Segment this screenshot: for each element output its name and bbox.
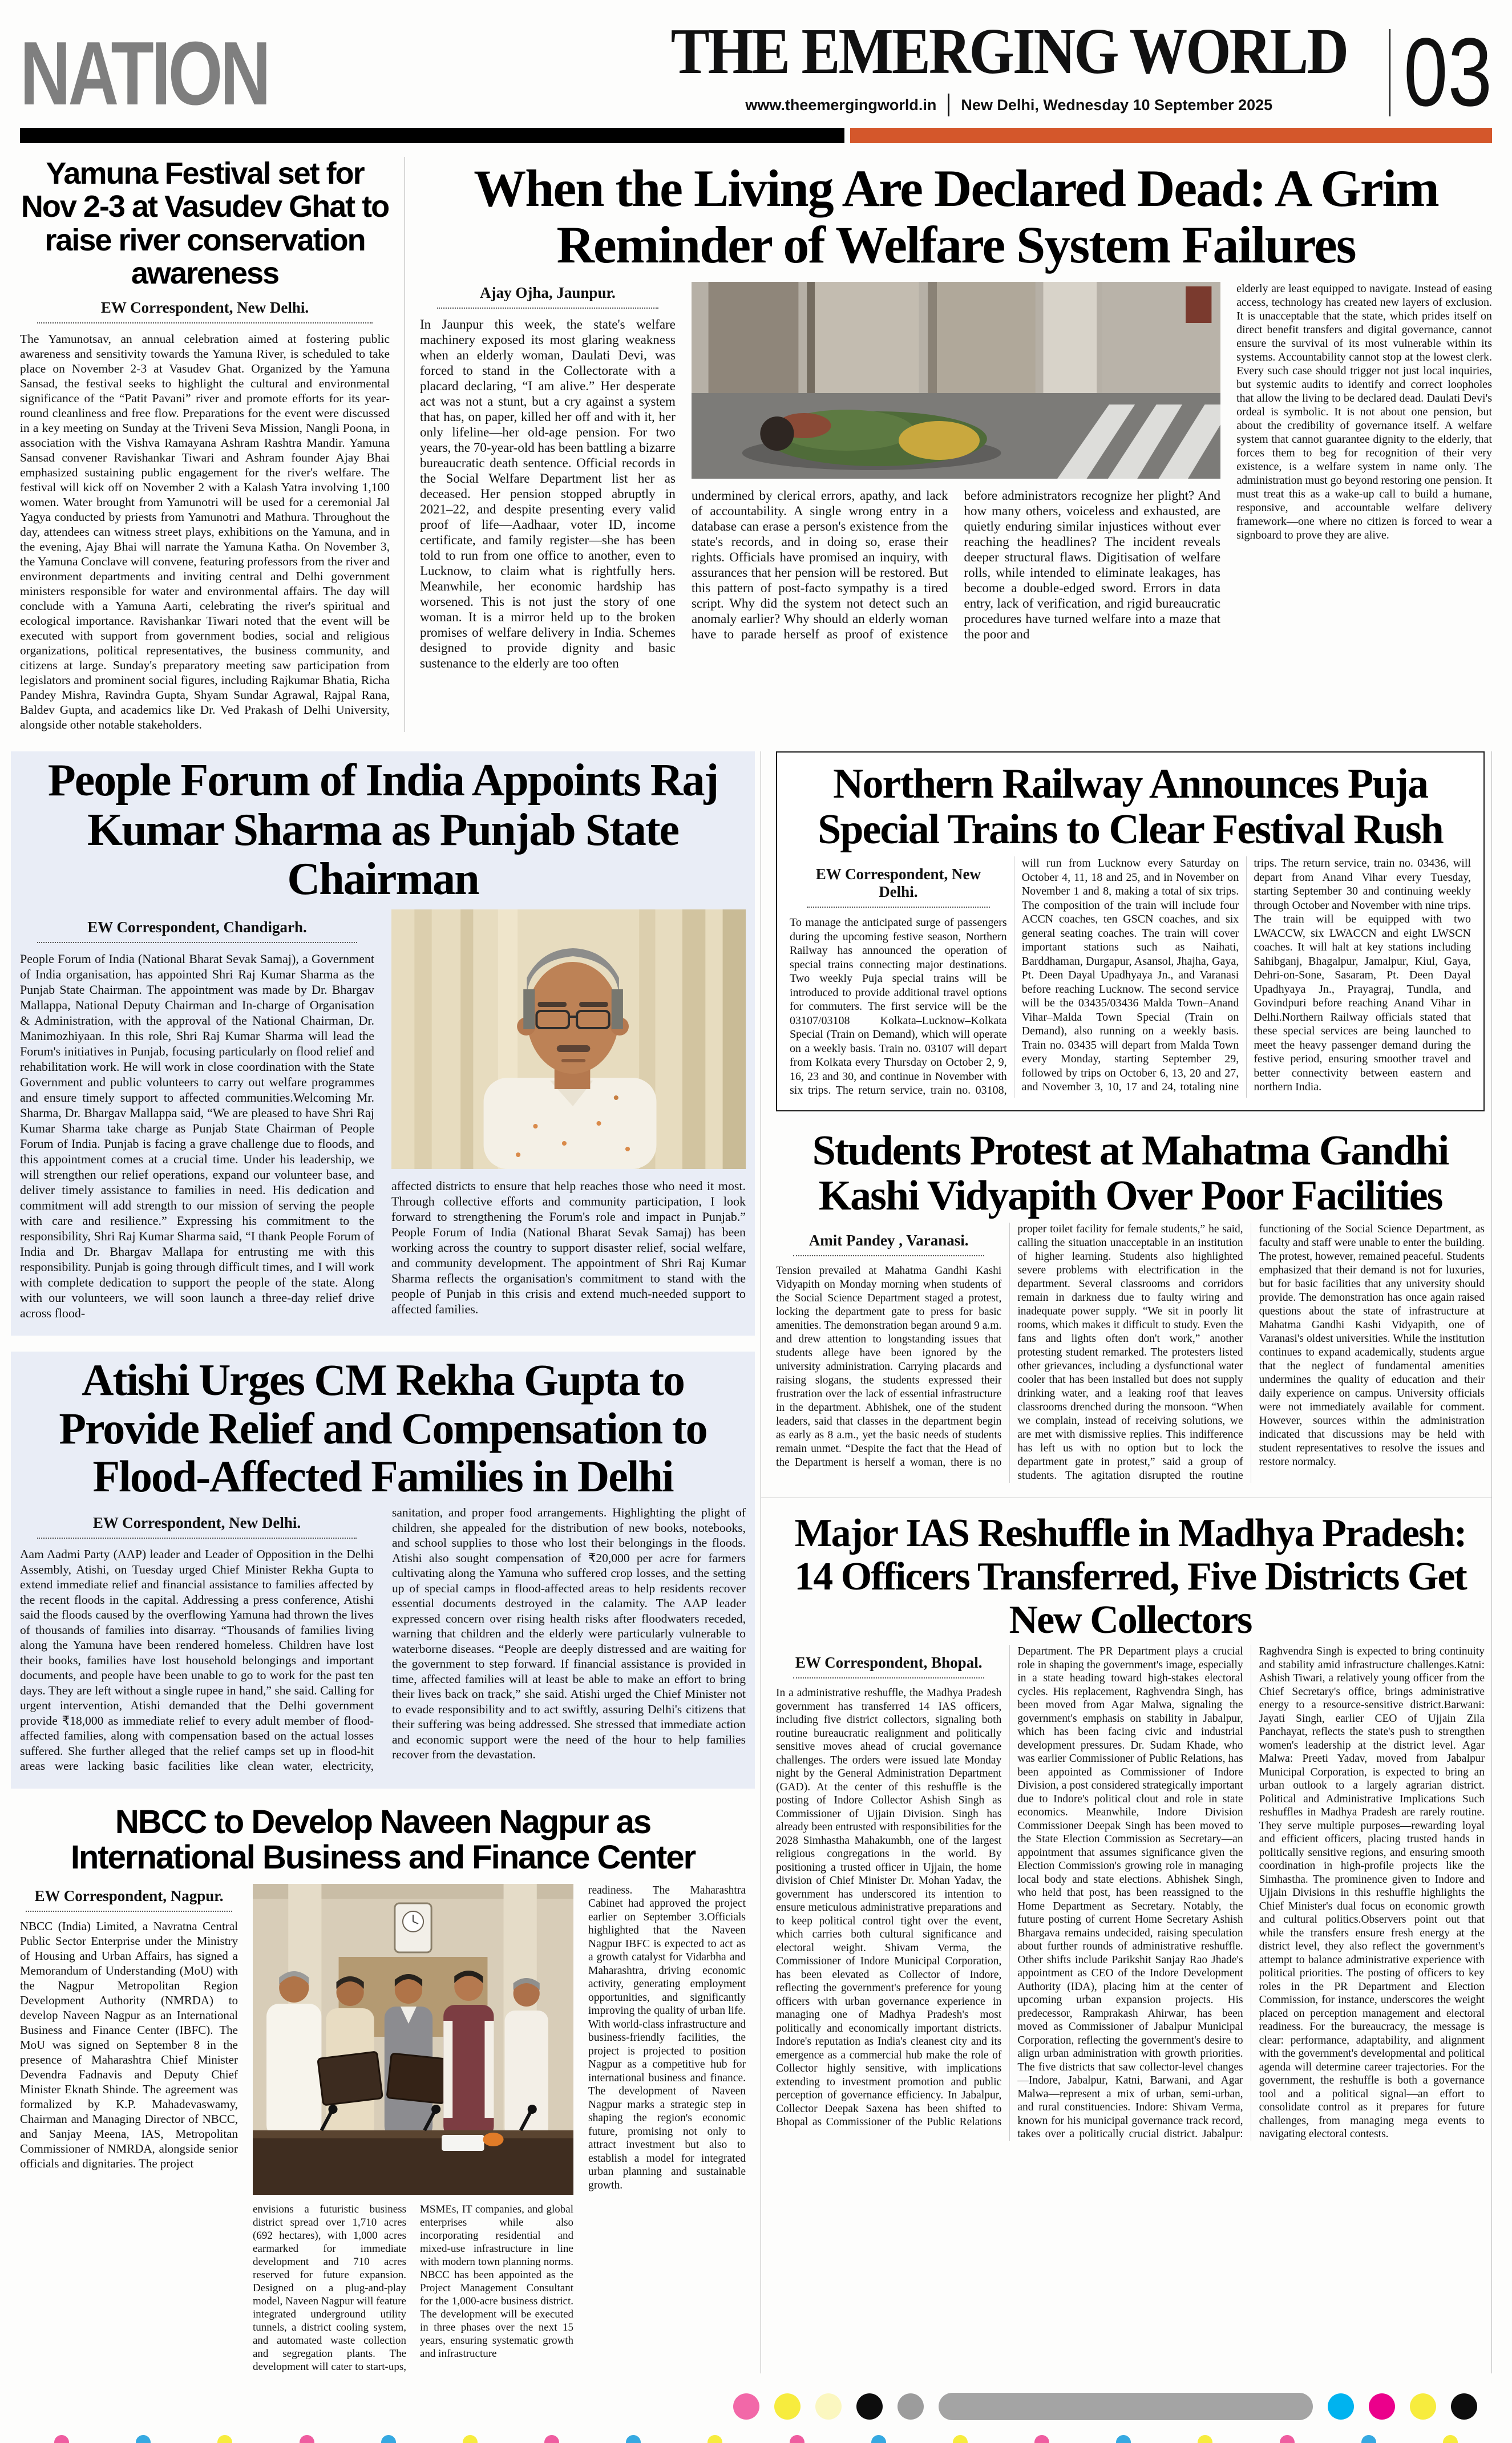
registration-dot-black [856,2393,883,2420]
print-dot [1443,2435,1458,2443]
welfare-photo-graphic [692,282,1220,479]
nbcc-col1-text: NBCC (India) Limited, a Navratna Central Public Sector Enterprise under the Ministry of Housing and Urban Affairs, has signed a Memorandum of Understanding (MoU) with the Nagpur Metropolitan Region Development Authority (NMRDA) to develop Naveen Nagpur as an International Business and Finance Center (IBFC). The MoU was signed on September 8 in the presence of Maharashtra Chief Minister Devendra Fadnavis and Deputy Chief Minister Eknath Shinde. The agreement was formalized by K.P. Mahadevaswamy, Chairman and Managing Director of NBCC, and Sanjay Meena, IAS, Metropolitan Commissioner of NMRDA, alongside senior officials and dignitaries. The project [20,1919,238,2170]
article-people-forum [11,751,755,1336]
ias-headline: Major IAS Reshuffle in Madhya Pradesh: 14 Officers Transferred, Five Districts Get New Collectors [794,1511,1466,1642]
nbcc-photo-graphic [253,1884,573,2195]
welfare-byline: Ajay Ojha, Jaunpur. [437,284,658,309]
registration-dot-magenta [1369,2393,1395,2420]
welfare-column-1 [420,282,676,671]
page-footer [20,2393,1492,2443]
page-number: 03 [1389,29,1492,116]
portrait-photo-graphic [391,909,746,1169]
welfare-col3-text: of existence before administrators recognize her plight? And how many others, voiceless and exhausted, are quietly enduring similar injustices without ever reaching the headlines? The incident reveals deeper structural flaws. Digitisation of welfare rolls, while intended to eliminate leakages, has become a double-edged sword. Errors in data entry, lack of verification, and rigid bureaucratic procedures have turned welfare into a maze that the poor and [880,488,1221,641]
subline-divider [948,94,949,116]
divider-bar-orange [850,128,1492,143]
nbcc-col4-text: readiness. The Maharashtra Cabinet had approved the project earlier on September 3.Officials highlighted that the Naveen Nagpur IBFC is expected to act as a growth catalyst for Vidarbha and Maharashtra, driving economic activity, generating employment opportunities, and significantly improving the quality of urban life. With world-class infrastructure and business-friendly facilities, the project is projected to position Nagpur as a competitive hub for international business and finance. The development of Naveen Nagpur marks a strategic step in shaping the region's economic future, promising not only to attract investment but also to establish a model for integrated urban planning and sustainable growth. [588,1884,746,2191]
people-forum-column-2 [391,909,746,1321]
masthead-block [670,15,1367,116]
divider-bar-black [20,128,844,143]
print-dot [1116,2435,1131,2443]
print-color-dots [20,2435,1492,2443]
people-forum-headline: People Forum of India Appoints Raj Kumar Sharma as Punjab State Chairman [47,755,718,905]
article-nbcc-nagpur [20,1805,746,2373]
print-dot [381,2435,396,2443]
people-forum-byline: EW Correspondent, Chandigarh. [37,919,357,943]
raj-kumar-sharma-portrait-photo [391,909,746,1169]
article-students-protest [776,1129,1485,1483]
welfare-photo [692,282,1220,479]
registration-dot-cyan [1328,2393,1354,2420]
nbcc-byline: EW Correspondent, Nagpur. [26,1887,232,1912]
print-dot [300,2435,314,2443]
website-url: www.theemergingworld.in [745,96,937,114]
print-dot [217,2435,232,2443]
railway-body: To manage the anticipated surge of passengers during the upcoming festive season, Northern Railway has announced the operation of special trains connecting major destinations. Two weekly Puja special trains will be introduced to provide additional travel options for commuters. The first service will be the 03107/03108 Kolkata–Lucknow–Kolkata Special (Train on Demand), which will operate on a weekly basis. Train no. 03107 will depart from Kolkata every Thursday on October 2, 9, 16, 23 and 30, and continue in November with six trips. The return service, train no. 03108, will run from Lucknow every Saturday on October 4, 11, 18 and 25, and in November on November 1 and 8, making a total of six trips. The composition of the train will include four ACCN coaches, ten GSCN coaches, and six general seating coaches. The train will cover important stations such as Naihati, Barddhaman, Durgapur, Asansol, Jhajha, Gaya, Pt. Deen Dayal Upadhyaya Jn., and Varanasi before reaching Lucknow. The second service will be the 03435/03436 Malda Town–Anand Vihar–Malda Town Special (Train on Demand), also running on a weekly basis. Train no. 03435 will depart from Malda Town every Monday, starting September 29, followed by trips on October 6, 13, 20 and 27, and November 3, 10, 17 and 24, totaling nine trips. The return service, train no. 03436, will depart from Anand Vihar every Tuesday, starting September 30 and continuing weekly through October and November with nine trips. The train will be equipped with two LWACCW, six LWACCN and eight LWSCN coaches. It will halt at key stations including Sahibganj, Bhagalpur, Jamalpur, Kiul, Gaya, Dehri-on-Sone, Sasaram, Pt. Deen Dayal Upadhyaya Jn., Prayagraj, Tundla, and Govindpuri before reaching Anand Vihar in Delhi.Northern Railway officials stated that these special services are being launched to meet the heavy passenger demand during the festive period, ensuring smoother travel and better connectivity between eastern and northern India. [790,857,1471,1097]
yamuna-headline: Yamuna Festival set for Nov 2-3 at Vasudev Ghat to raise river conservation awareness [21,156,389,290]
students-headline: Students Protest at Mahatma Gandhi Kashi Vidyapith Over Poor Facilities [812,1127,1449,1220]
print-dot [953,2435,968,2443]
print-dot [626,2435,641,2443]
nbcc-headline: NBCC to Develop Naveen Nagpur as International Business and Finance Center [70,1803,696,1876]
page-header [20,8,1492,127]
welfare-col1-text: In Jaunpur this week, the state's welfare machinery exposed its most glaring weakness when an elderly woman, Daulati Devi, was forced to stand in the Collectorate with a placard declaring, “I am alive.” Her desperate act was not a stunt, but a cry against a system that has, on paper, killed her off and with it, her only lifeline—her old-age pension. For two years, the 70-year-old has been battling a bizarre bureaucratic death sentence. Official records in the Social Welfare Department list her as deceased. Her pension stopped abruptly in 2021–22, and despite presenting every valid proof of life—Aadhaar, voter ID, income certificate, and family register—she has been told to run from one office to another, even to Lucknow, to claim what is rightfully hers. Meanwhile, her economic hardship has worsened. This is not just the story of one woman. It is a mirror held up to the broken promises of welfare delivery in India. Schemes designed to provide dignity and basic sustenance to the elderly are too often [420,317,676,670]
masthead-subline [671,94,1347,116]
registration-dot-gray [898,2393,924,2420]
yamuna-byline: EW Correspondent, New Delhi. [37,299,373,323]
registration-dot-pink [733,2393,759,2420]
print-dot [871,2435,886,2443]
nbcc-middle-text: envisions a futuristic business district spread over 1,710 acres (692 hectares), with 1,000 acres earmarked for immediate development and 710 acres reserved for future expansion. Designed on a plug-and-play model, Naveen Nagpur will feature integrated underground utility tunnels, a district cooling system, and automated waste collection and segregation plants. The development will cater to start-ups, MSMEs, IT companies, and global enterprises while also incorporating residential and mixed-use infrastructure in line with modern town planning norms. NBCC has been appointed as the Project Management Consultant for the 1,000-acre business district. The development will be executed in three phases over the next 15 years, ensuring systematic growth and infrastructure [253,2203,573,2373]
article-ias-reshuffle [776,1512,1485,2141]
registration-bar-long [939,2393,1313,2420]
print-dot [544,2435,559,2443]
people-forum-column-1 [20,909,374,1321]
welfare-headline: When the Living Are Declared Dead: A Grim Reminder of Welfare System Failures [474,159,1438,274]
welfare-mid-text [692,488,1220,642]
masthead-wrap [670,15,1492,127]
welfare-col2-text: undermined by clerical errors, apathy, and lack of accountability. A single wrong entry in a database can erase a person's existence from the state's records, and in doing so, erase their rights. Officials have promised an inquiry, with assurances that her pension will be restored. But this pattern of post-facto sympathy is a tired script. Why did the system not detect such an anomaly earlier? Why should an elderly woman have to parade herself as proof [691,488,948,641]
atishi-byline: EW Correspondent, New Delhi. [37,1514,357,1539]
article-railway-puja-specials [776,751,1485,1111]
section-title: NATION [20,23,269,124]
print-dot [1361,2435,1376,2443]
article-atishi-relief [11,1352,755,1788]
railway-byline: EW Correspondent, New Delhi. [807,865,990,908]
article-welfare-failures [405,157,1492,732]
left-column [20,751,746,2373]
nbcc-column-1 [20,1884,238,2373]
people-forum-col2-text: affected districts to ensure that help reaches those who need it most. Through collective efforts and community participation, I look forward to strengthening the Forum's role and impact in Punjab.” People Forum of India (National Bharat Sevak Samaj) has been working across the country to support disaster relief, social welfare, and community development. The appointment of Shri Raj Kumar Sharma reflects the organisation's commitment to stand with the people of Punjab in this crisis and extend much-needed support to affected families. [391,1179,746,1317]
print-dot [1034,2435,1049,2443]
atishi-body: Aam Aadmi Party (AAP) leader and Leader of Opposition in the Delhi Assembly, Atishi, on Tuesday urged Chief Minister Rekha Gupta to extend immediate relief and financial assistance to families affected by the recent floods in the capital. Addressing a press conference, Atishi said the floods caused by the overflowing Yamuna had thrown the lives of thousands of families into disarray. “Thousands of families living along the Yamuna have been rendered homeless. Children have lost their books, families have lost household belongings and important documents, and people have been unable to go to work for the past ten days. They are left without a single rupee in hand,” she said. Calling for urgent intervention, Atishi demanded that the Delhi government provide ₹18,000 as immediate relief to every adult member of flood-affected families, along with compensation based on the actual losses suffered. She further alleged that the relief camps set up in flood-hit areas were lacking basic facilities like clean water, electricity, sanitation, and proper food arrangements. Highlighting the plight of children, she appealed for the distribution of new books, notebooks, and school supplies to those who lost their belongings in the floods. Atishi also sought compensation of ₹20,000 per acre for farmers cultivating along the Yamuna who suffered crop losses, and the setting up of special camps in flood-affected areas to help residents recover essential documents destroyed in the calamity. The AAP leader expressed concern over rising health risks after floodwaters receded, warning that children and the elderly were particularly vulnerable to waterborne diseases. “People are deeply distressed and are waiting for the government to step forward. If financial assistance is provided in time, affected families will at least be able to make an effort to bring their lives back on track,” she said. Atishi urged the Chief Minister not to evade responsibility and to act swiftly, assuring Delhi's citizens that their suffering was being addressed. She stressed that immediate action and economic support were the need of the hour to help families recover from the devastation. [20,1506,746,1773]
ias-byline: EW Correspondent, Bhopal. [793,1654,984,1678]
print-dot [136,2435,151,2443]
nbcc-column-middle [253,1884,573,2373]
yamuna-body: The Yamunotsav, an annual celebration aimed at fostering public awareness and sensitivity towards the Yamuna River, is scheduled to take place on November 2-3 at Vasudev Ghat. Organized by the Yamuna Sansad, the festival seeks to highlight the cultural and environmental significance of the “Patit Pavani” river and promote efforts for its year-round cleanliness and free flow. Preparations for the event were discussed in a key meeting on Sunday at the Triveni Seva Mission, Nangli Poona, in association with the Vishva Ramayana Ashram Rashtra Mandir. Yamuna Sansad convener Ravishankar Tiwari and Ashram founder Ajay Bhai emphasized sustaining public engagement for the river's welfare. The festival will kick off on November 2 with a Kalash Yatra involving 1,100 women. Water brought from Yamunotri will be used for a ceremonial Jal Yagya conducted by priests from Yamunotri and Mathura. Throughout the day, attendees can witness street plays, exhibitions on the Yamuna, and in the evening, Ajay Bhai will narrate the Yamuna Katha. On November 3, the Yamuna Conclave will convene, featuring professors from the river and environment departments and inviting central and Delhi government ministers responsible for water and environmental affairs. The day will conclude with a Yamuna Aarti, celebrating the river's spiritual and ecological importance. Ravishankar Tiwari noted that the event will be executed with support from government bodies, social and religious organizations, political representatives, the business community, and citizens at large. Sunday's preparatory meeting saw participation from legislators and prominent social figures, including Rajkumar Bhatia, Richa Pandey Mishra, Ravindra Gupta, Shyam Sundar Agrawal, Rajpal Rana, Baldev Gupta, and academics like Dr. Ved Prakash of Delhi University, alongside other notable stakeholders. [20,332,390,732]
print-dot [54,2435,69,2443]
print-dot [790,2435,804,2443]
registration-dot-black-2 [1451,2393,1477,2420]
header-divider-bars [20,128,1492,143]
print-dot [463,2435,478,2443]
print-dot [1198,2435,1212,2443]
students-body: Tension prevailed at Mahatma Gandhi Kashi Vidyapith on Monday morning when students of the Social Science Department staged a protest, locking the department gate to press for basic amenities. The demonstration began around 9 a.m. and drew attention to longstanding issues that students allege have been ignored by the university administration. Carrying placards and raising slogans, the students expressed their frustration over the lack of essential infrastructure in the department. Abhishek, one of the student leaders, said that classes in the department begin as early as 8 a.m., yet the basic needs of students remain unmet. “Despite the fact that the Head of the Department is herself a woman, there is no proper toilet facility for female students,” he said, calling the situation unacceptable in an institution of higher learning. Students also highlighted severe problems with electrification in the department. Several classrooms and corridors remain in darkness due to faulty wiring and inadequate power supply. “We sit in poorly lit rooms, which makes it difficult to study. Even the fans and lights often don't work,” another protesting student remarked. The protesters listed other grievances, including a dysfunctional water cooler that has been installed but does not supply drinking water, and a leaking roof that leaves classrooms drenched during the monsoon. “When we complain, instead of receiving solutions, we are met with dismissive replies. This indifference has left us with no option but to lock the department gate in protest,” said a group of students. The agitation disrupted the routine functioning of the Social Science Department, as faculty and staff were unable to enter the building. The protest, however, remained peaceful. Students emphasized that their demand is not for luxuries, but for basic facilities that any university should provide. The demonstration has once again raised questions about the state of infrastructure at Mahatma Gandhi Kashi Vidyapith, one of Varanasi's oldest universities. While the institution continues to expand academically, students argue that the neglect of fundamental amenities undermines the quality of education and their daily experience on campus. University officials were not immediately available for comment. However, sources within the administration indicated that discussions may be held with student representatives to resolve the issues and restore normalcy. [776,1223,1485,1482]
print-dot [1280,2435,1295,2443]
welfare-column-middle [692,282,1220,671]
registration-dot-yellow [774,2393,801,2420]
people-forum-col1-text: People Forum of India (National Bharat Sevak Samaj), a Government of India organisation, has appointed Shri Raj Kumar Sharma as the Punjab State Chairman. The appointment was made by Dr. Bhargav Mallappa, National Deputy Chairman and In-charge of Organisation & Administration, with the approval of the National Chairman, Dr. Manimozhiyaan. In this role, Shri Raj Kumar Sharma will lead the Forum's initiatives in Punjab, focusing particularly on flood relief and rehabilitation work. He will work in close coordination with the State Government and public volunteers to carry out welfare programmes and ensure timely support to affected communities.Welcoming Mr. Sharma, Dr. Bhargav Mallappa said, “We are pleased to have Shri Raj Kumar Sharma take charge as Punjab State Chairman of People Forum of India. Punjab is facing a grave challenge due to floods, and this appointment comes at a crucial time. Under his leadership, we will strengthen our relief operations, expand our volunteer base, and deliver timely assistance to families in need. His dedication and commitment will add strength to our mission of serving the people with care and resilience.” Expressing his commitment to the responsibility, Shri Raj Kumar Sharma said, “I thank People Forum of India and Dr. Bhargav Mallapa for entrusting me with this responsibility. Punjab is going through difficult times, and I will work with complete dedication to support the people of the state. Along with our volunteers, we will soon launch a three-day relief drive across flood- [20,952,374,1321]
railway-headline: Northern Railway Announces Puja Special Trains to Clear Festival Rush [818,761,1443,854]
registration-dot-yellow-2 [1410,2393,1436,2420]
nbcc-mou-signing-photo [253,1884,573,2195]
article-yamuna-festival [20,157,390,732]
ias-body: In a administrative reshuffle, the Madhya Pradesh government has transferred 14 IAS officers, including five district collectors, signaling both routine bureaucratic realignment and politically sensitive moves ahead of crucial governance challenges. The orders were issued late Monday night by the General Administration Department (GAD). At the center of this reshuffle is the posting of Indore Collector Ashish Singh as Commissioner of Ujjain Division. Singh has already been entrusted with responsibilities for the 2028 Simhastha Mahakumbh, one of the largest religious congregations in the world. By positioning a trusted officer in Ujjain, the home division of Chief Minister Dr. Mohan Yadav, the government has underscored its intention to ensure meticulous administrative preparations and to keep political control tight over the event, which carries both cultural significance and electoral weight. Shivam Verma, the Commissioner of Indore Municipal Corporation, has been elevated as Collector of Indore, reflecting the government's preference for young officers with urban governance experience in managing one of Madhya Pradesh's most politically and economically important districts. Indore's reputation as India's cleanest city and its emergence as a commercial hub make the role of Collector highly sensitive, with implications extending to investment promotion and public perception of governance efficiency. In Jabalpur, Collector Deepak Saxena has been shifted to Bhopal as Commissioner of the Public Relations Department. The PR Department plays a crucial role in shaping the government's image, especially in a state heading toward high-stakes electoral cycles. His replacement, Raghvendra Singh, has been moved from Agar Malwa, signaling the government's emphasis on stability in Jabalpur, which has been facing civic and industrial development pressures. Dr. Sudam Khade, who was earlier Commissioner of Public Relations, has been appointed as Commissioner of Indore Division, a post considered strategically important due to Indore's political clout and role in state economics. Meanwhile, Indore Division Commissioner Deepak Singh has been moved to the State Election Commission as Secretary—an appointment that assumes significance given the Election Commission's growing role in managing local body and state elections. Abhishek Singh, who held that post, has been reassigned to the Home Department as Secretary. Notably, the future posting of current Home Secretary Ashish Bhargava remains undecided, raising speculation about further rounds of administrative reshuffle. Other shifts include Parikshit Sanjay Rao Jhade's appointment as CEO of the Indore Development Authority (IDA), placing him at the center of upcoming urban expansion projects. His predecessor, Ramprakash Ahirwar, has been moved as Commissioner of Jabalpur Municipal Corporation, reflecting the government's desire to align urban administration with growth priorities. The five districts that saw collector-level changes—Indore, Jabalpur, Katni, Barwani, and Agar Malwa—represent a mix of urban, semi-urban, and rural constituencies. Indore: Shivam Verma, known for his municipal governance track record, takes over a politically crucial district. Jabalpur: Raghvendra Singh is expected to bring continuity and stability amid infrastructure challenges.Katni: Ashish Tiwari, a relatively young officer from the Chief Secretary's office, brings administrative energy to a resource-sensitive district.Barwani: Jayati Singh, earlier CEO of Ujjain Zila Panchayat, reflects the state's push to strengthen women's leadership at the district level. Agar Malwa: Preeti Yadav, moved from Jabalpur Municipal Corporation, is expected to bring an urban outlook to a largely agrarian district. Political and Administrative Implications Such reshuffles in Madhya Pradesh are rarely routine. They serve multiple purposes—rewarding loyal and efficient officers, placing trusted hands in politically sensitive regions, and ensuring smooth coordination in high-profile projects like the Simhastha. The prominence given to Indore and Ujjain Divisions in this reshuffle highlights the Chief Minister's dual focus on economic growth and cultural politics.Observers point out that while the transfers ensure fresh energy at the district level, they also reflect the government's attempt to balance administrative experience with political priorities. The posting of officers to key roles in the PR Department and Election Commission, for instance, underscores the weight placed on perception management and electoral readiness. For the bureaucracy, the message is clear: performance, adaptability, and alignment with the government's developmental and political agenda will determine career trajectories. For the government, the reshuffle is both a governance tool and a political signal—an effort to consolidate control as it prepares for future challenges, from managing mega events to navigating electoral contests. [776,1645,1485,2141]
dateline: New Delhi, Wednesday 10 September 2025 [961,96,1273,114]
masthead: THE EMERGING WORLD [670,15,1347,88]
students-byline: Amit Pandey , Varanasi. [793,1232,984,1256]
registration-dot-pale-yellow [815,2393,842,2420]
right-column [761,751,1492,2373]
welfare-column-4: elderly are least equipped to navigate. Instead of easing access, technology has created new layers of exclusion. It is unacceptable that the state, which prides itself on direct benefit transfers and digital governance, cannot ensure the survival of its most vulnerable within its systems. Accountability cannot stop at the lowest clerk. Every such case should trigger not just local inquiries, but systemic audits to identify and correct loopholes that allow the living to be declared dead. Daulati Devi's ordeal is symbolic. It is not about one pension, but about the credibility of governance itself. A welfare system that cannot guarantee dignity to the elderly, that forces them to beg for recognition of their very existence, is a welfare system in name only. The administration must go beyond restoring one pension. It must treat this as a wake-up call to build a humane, responsive, and accountable welfare delivery framework—one where no citizen is forced to wear a signboard to prove they are alive. [1236,282,1492,541]
atishi-headline: Atishi Urges CM Rekha Gupta to Provide Relief and Compensation to Flood-Affected Families in Delhi [59,1355,707,1501]
registration-marks [733,2393,1492,2420]
print-dot [708,2435,722,2443]
